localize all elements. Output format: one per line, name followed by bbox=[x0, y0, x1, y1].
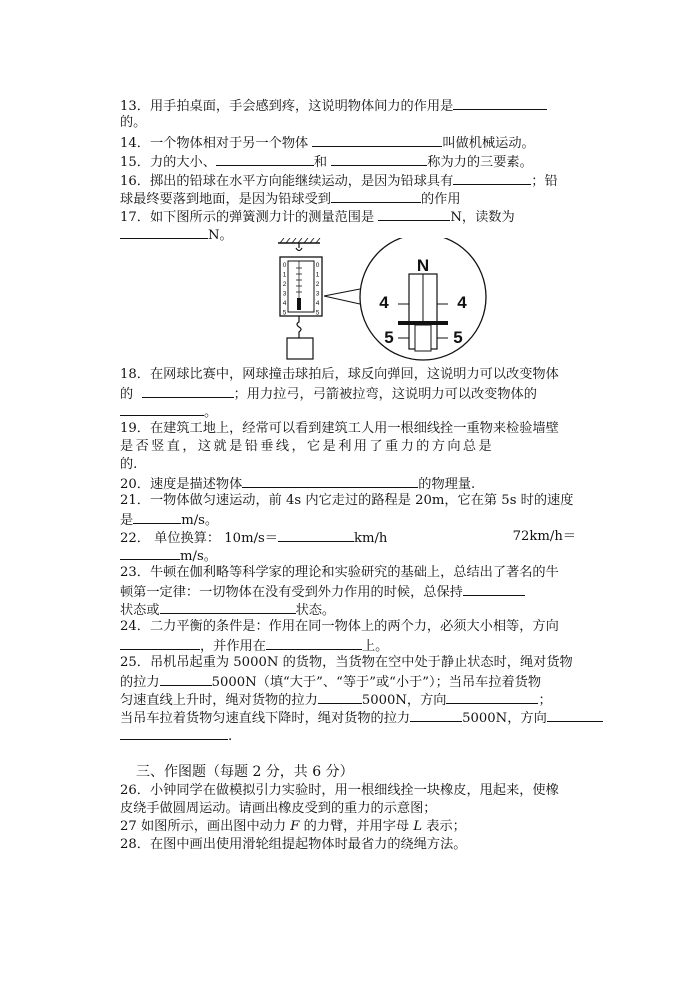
q19-line3 bbox=[120, 456, 137, 474]
q13-line1 bbox=[120, 96, 547, 116]
text: 13．用手拍桌面，手会感到疼，这说明物体间力的作用是 bbox=[120, 99, 454, 114]
callout-line bbox=[324, 289, 360, 296]
scale-tick-label-right: 0 bbox=[315, 262, 320, 269]
callout-line bbox=[324, 296, 360, 304]
text: 上。 bbox=[361, 639, 389, 654]
text: m/s。 bbox=[180, 549, 217, 564]
q22-line1 bbox=[120, 528, 576, 548]
text: 17．如下图所示的弹簧测力计的测量范围是 bbox=[120, 210, 375, 225]
text: 称为力的三要素。 bbox=[427, 155, 533, 170]
text: 20．速度是描述物体 bbox=[120, 477, 243, 492]
q27-line bbox=[120, 818, 466, 836]
text: 19．在建筑工地上，经常可以看到建筑工人用一根细线拴一重物来检验墙壁 bbox=[120, 421, 559, 436]
q14-line bbox=[120, 133, 535, 153]
text: 皮绕手做圆周运动。请画出橡皮受到的重力的示意图； bbox=[120, 801, 437, 816]
answer-blank[interactable] bbox=[331, 189, 421, 203]
answer-blank[interactable] bbox=[266, 636, 362, 650]
answer-blank[interactable] bbox=[318, 690, 362, 704]
text: 的拉力 bbox=[120, 675, 160, 690]
text: 当吊车拉着货物匀速直线下降时，绳对货物的拉力 bbox=[120, 711, 411, 726]
text: 顿第一定律：一切物体在没有受到外力作用的时候，总保持 bbox=[120, 585, 463, 600]
scale-tick-label-left: 0 bbox=[282, 262, 287, 269]
answer-blank[interactable] bbox=[453, 171, 531, 185]
section-3-title: 三、作图题（每题 2 分，共 6 分） bbox=[136, 764, 354, 780]
text: 表示； bbox=[426, 819, 466, 834]
answer-blank[interactable] bbox=[160, 672, 212, 686]
text: 16．掷出的铅球在水平方向能继续运动，是因为铅球具有 bbox=[120, 174, 454, 189]
text: 的力臂，并用字母 bbox=[303, 819, 410, 834]
q23-line3 bbox=[120, 600, 335, 620]
scale-tick-label-right: 5 bbox=[315, 309, 320, 317]
q26-line2 bbox=[120, 800, 437, 818]
q21-line1 bbox=[120, 492, 573, 510]
magnified-hook-rod bbox=[415, 325, 431, 351]
mag-label-5-left: 5 bbox=[384, 328, 394, 347]
q16-line2 bbox=[120, 189, 461, 209]
answer-blank[interactable] bbox=[120, 402, 204, 416]
scale-tick-label-right: 3 bbox=[315, 290, 320, 298]
text: 22． 单位换算： 10m/s＝ bbox=[120, 531, 278, 546]
top-hook bbox=[296, 243, 302, 251]
q18-line1 bbox=[120, 366, 559, 384]
answer-blank[interactable] bbox=[378, 207, 450, 221]
text: 状态或 bbox=[120, 603, 160, 618]
answer-blank[interactable] bbox=[133, 510, 181, 524]
text: N。 bbox=[208, 228, 233, 243]
mag-label-4-right: 4 bbox=[457, 293, 467, 312]
mag-label-5-right: 5 bbox=[453, 328, 463, 347]
text: 的. bbox=[120, 457, 138, 472]
text: 5000N，方向 bbox=[462, 711, 547, 726]
text: 23．牛顿在伽利略等科学家的理论和实验研究的基础上，总结出了著名的牛 bbox=[120, 565, 559, 580]
force-symbol: F bbox=[290, 819, 300, 834]
answer-blank[interactable] bbox=[453, 96, 547, 110]
answer-blank[interactable] bbox=[463, 582, 525, 596]
scale-tick-label-left: 3 bbox=[282, 290, 287, 298]
text: 28．在图中画出使用滑轮组提起物体时最省力的绕绳方法。 bbox=[120, 837, 467, 852]
magnified-pointer bbox=[398, 321, 448, 325]
q25-line5 bbox=[120, 726, 232, 746]
spring-scale-figure bbox=[268, 238, 508, 362]
q21-line2 bbox=[120, 510, 218, 530]
q26-line1 bbox=[120, 782, 559, 800]
lever-arm-symbol: L bbox=[413, 819, 423, 834]
scale-tick-label-right: 4 bbox=[315, 300, 320, 307]
scale-rod bbox=[297, 298, 301, 310]
text: 的作用 bbox=[421, 192, 461, 207]
q24-line2 bbox=[120, 636, 388, 656]
text: . bbox=[228, 729, 233, 744]
answer-blank[interactable] bbox=[312, 133, 442, 147]
q25-line3 bbox=[120, 690, 552, 710]
text: 72km/h＝ bbox=[512, 529, 576, 544]
scale-tick-label-left: 5 bbox=[282, 309, 287, 317]
answer-blank[interactable] bbox=[216, 152, 314, 166]
answer-blank[interactable] bbox=[160, 600, 296, 614]
q17-line1 bbox=[120, 207, 515, 227]
text: 18．在网球比赛中，网球撞击球拍后，球反向弹回，这说明力可以改变物体 bbox=[120, 367, 559, 382]
text: 。 bbox=[204, 405, 218, 420]
scale-tick-label-left: 2 bbox=[282, 281, 287, 288]
q25-line2 bbox=[120, 672, 541, 692]
q18-line3 bbox=[120, 402, 217, 422]
answer-blank[interactable] bbox=[242, 474, 418, 488]
mag-label-n: N bbox=[416, 256, 430, 275]
text: ； bbox=[538, 693, 552, 708]
text: 26．小钟同学在做模拟引力实验时，用一根细线拴一块橡皮，甩起来，使橡 bbox=[120, 783, 559, 798]
q15-line bbox=[120, 152, 533, 172]
text: 的。 bbox=[120, 115, 147, 130]
text: 25．吊机吊起重为 5000N 的货物，当货物在空中处于静止状态时，绳对货物 bbox=[120, 655, 573, 670]
text: 5000N（填“大于”、“等于”或“小于”）；当吊车拉着货物 bbox=[211, 675, 542, 690]
q23-line1 bbox=[120, 564, 559, 582]
text: 5000N，方向 bbox=[361, 693, 447, 708]
q23-line2 bbox=[120, 582, 525, 602]
text: 匀速直线上升时，绳对货物的拉力 bbox=[120, 693, 318, 708]
q20-line bbox=[120, 474, 475, 494]
text: 的物理量. bbox=[418, 477, 476, 492]
q25-line1 bbox=[120, 654, 573, 672]
answer-blank[interactable] bbox=[278, 528, 354, 542]
q18-line2 bbox=[120, 384, 537, 404]
answer-blank[interactable] bbox=[120, 546, 180, 560]
answer-blank[interactable] bbox=[120, 636, 200, 650]
text: ；用力拉弓，弓箭被拉弯，这说明力可以改变物体的 bbox=[233, 387, 537, 402]
text: 和 bbox=[313, 155, 328, 170]
q22-line2 bbox=[120, 546, 217, 566]
text: 24．二力平衡的条件是：作用在同一物体上的两个力，必须大小相等，方向 bbox=[120, 619, 559, 634]
text: 的 bbox=[120, 387, 134, 402]
q13-line2 bbox=[120, 114, 146, 132]
text: ，并作用在 bbox=[200, 639, 266, 654]
mag-label-4-left: 4 bbox=[379, 293, 389, 312]
text: 27 如图所示，画出图中动力 bbox=[120, 819, 287, 834]
answer-blank[interactable] bbox=[142, 384, 234, 398]
scale-tick-label-left: 1 bbox=[282, 271, 287, 279]
q25-line4 bbox=[120, 708, 603, 728]
answer-blank[interactable] bbox=[547, 708, 603, 722]
text: 状态。 bbox=[295, 603, 336, 618]
text: 是 bbox=[120, 513, 134, 528]
answer-blank[interactable] bbox=[331, 152, 427, 166]
q28-line bbox=[120, 836, 466, 854]
bottom-hook bbox=[297, 316, 301, 338]
text: 14．一个物体相对于另一个物体 bbox=[120, 136, 309, 151]
text: km/h bbox=[353, 531, 388, 546]
text: ；铅 bbox=[531, 174, 558, 189]
text: m/s。 bbox=[181, 513, 219, 528]
text: 叫做机械运动。 bbox=[442, 136, 535, 151]
q19-line2 bbox=[120, 438, 494, 456]
answer-blank[interactable] bbox=[410, 708, 462, 722]
q24-line1 bbox=[120, 618, 559, 636]
q16-line1 bbox=[120, 171, 558, 191]
q17-line2 bbox=[120, 225, 233, 245]
q19-line1 bbox=[120, 420, 559, 438]
scale-tick-label-right: 1 bbox=[315, 271, 320, 279]
answer-blank[interactable] bbox=[120, 726, 228, 740]
text: 球最终要落到地面，是因为铅球受到 bbox=[120, 192, 331, 207]
answer-blank[interactable] bbox=[446, 690, 538, 704]
text: N，读数为 bbox=[450, 210, 515, 225]
answer-blank[interactable] bbox=[120, 225, 208, 239]
text: 是否竖直，这就是铅垂线，它是利用了重力的方向总是 bbox=[120, 439, 495, 454]
text: 15．力的大小、 bbox=[120, 155, 216, 170]
weight-block bbox=[287, 338, 313, 359]
scale-tick-label-left: 4 bbox=[282, 300, 287, 307]
scale-tick-label-right: 2 bbox=[315, 281, 320, 288]
text: 21．一物体做匀速运动，前 4s 内它走过的路程是 20m，它在第 5s 时的速度 bbox=[120, 493, 574, 508]
